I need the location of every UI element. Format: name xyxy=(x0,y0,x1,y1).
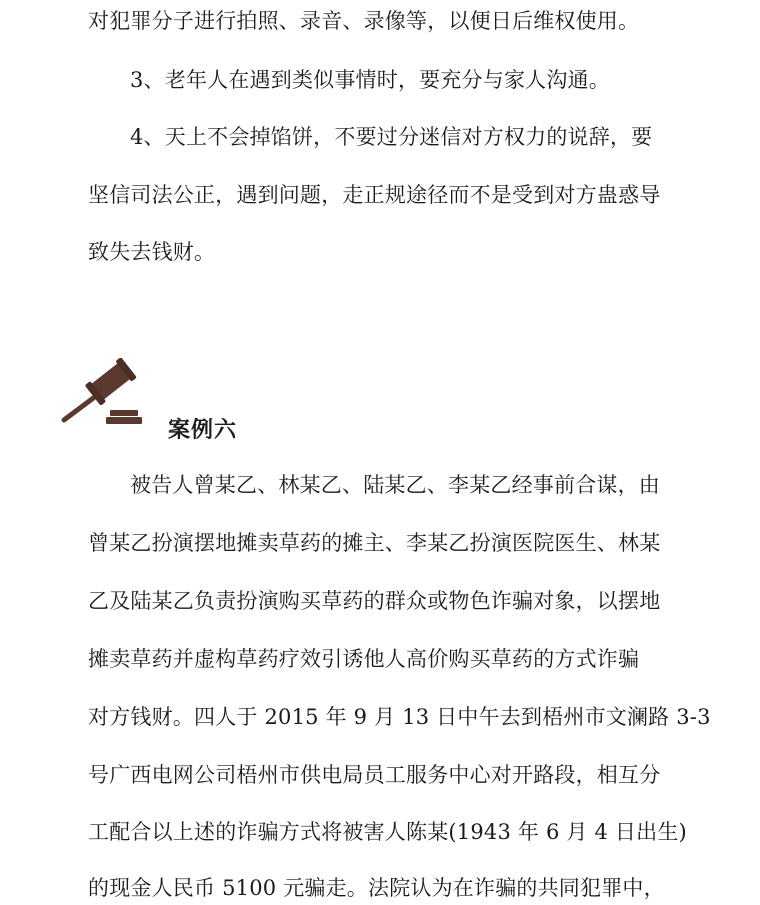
case-line-7: 工配合以上述的诈骗方式将被害人陈某(1943 年 6 月 4 日出生) xyxy=(88,820,687,844)
tip-3: 3、老年人在遇到类似事情时，要充分与家人沟通。 xyxy=(130,68,610,92)
gavel-icon xyxy=(58,358,142,428)
section-title: 案例六 xyxy=(168,418,238,443)
case-line-3: 乙及陆某乙负责扮演购买草药的群众或物色诈骗对象，以摆地 xyxy=(88,589,661,613)
case-line-4: 摊卖草药并虚构草药疗效引诱他人高价购买草药的方式诈骗 xyxy=(88,647,640,671)
case-line-8: 的现金人民币 5100 元骗走。法院认为在诈骗的共同犯罪中， xyxy=(88,876,665,900)
tip-4-line-1: 4、天上不会掉馅饼，不要过分迷信对方权力的说辞，要 xyxy=(130,125,653,149)
case-line-6: 号广西电网公司梧州市供电局员工服务中心对开路段，相互分 xyxy=(88,763,661,787)
case-line-1: 被告人曾某乙、林某乙、陆某乙、李某乙经事前合谋，由 xyxy=(130,473,660,497)
paragraph-line: 对犯罪分子进行拍照、录音、录像等，以便日后维权使用。 xyxy=(88,9,640,33)
case-line-5: 对方钱财。四人于 2015 年 9 月 13 日中午去到梧州市文澜路 3-3 xyxy=(88,705,711,729)
case-line-2: 曾某乙扮演摆地摊卖草药的摊主、李某乙扮演医院医生、林某 xyxy=(88,531,661,555)
tip-4-line-3: 致失去钱财。 xyxy=(88,240,216,264)
tip-4-line-2: 坚信司法公正，遇到问题，走正规途径而不是受到对方蛊惑导 xyxy=(88,183,661,207)
